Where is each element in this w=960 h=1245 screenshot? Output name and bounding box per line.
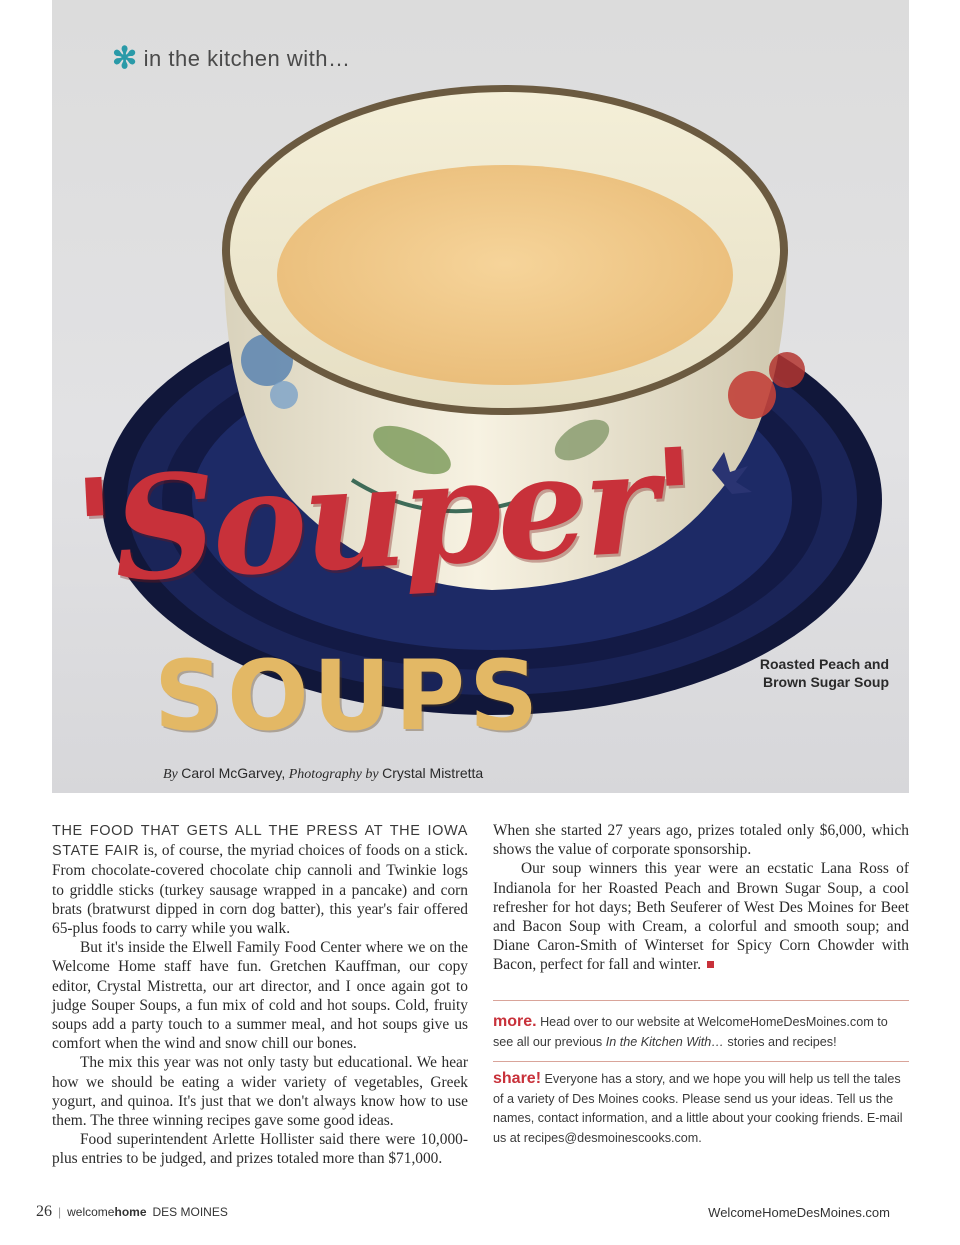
byline-photography-by: Photography by xyxy=(288,767,379,782)
brand-welcome: welcome xyxy=(67,1205,115,1219)
lead-caps: THE FOOD THAT GETS ALL THE PRESS AT THE IOWA STATE FAIR xyxy=(52,823,468,860)
share-keyword: share! xyxy=(493,1070,542,1087)
series-label-text: in the kitchen with… xyxy=(143,46,351,71)
brand-name xyxy=(67,1205,146,1219)
more-box xyxy=(493,1012,909,1052)
article-paragraph: The mix this year was not only tasty but educational. We hear how we should be eating a wider variety of vegetables, Greek yogurt, and quinoa. It's just that we don't always know how to use them. The three winning recipes gave some good ideas. xyxy=(52,1054,468,1130)
article-paragraph: But it's inside the Elwell Family Food Center where we on the Welcome Home staff have fun. Gretchen Kauffman, our copy editor, Crystal Mistretta, our art director, and I once again got to judge Souper Soups, a fun mix of cold and hot soups. Cold, fruity soups add a party touch to a summer meal, and hot soups give us comfort when the wind and snow chill our bones. xyxy=(52,939,468,1053)
title-line-souper: 'Souper' xyxy=(70,417,698,616)
footer-separator: | xyxy=(58,1205,62,1219)
footer-website: WelcomeHomeDesMoines.com xyxy=(708,1205,890,1220)
photo-caption: Roasted Peach and Brown Sugar Soup xyxy=(759,656,889,690)
page-number: 26 xyxy=(36,1203,52,1220)
more-italic: In the Kitchen With… xyxy=(605,1034,724,1049)
title-line-soups: SOUPS xyxy=(154,640,543,752)
share-box xyxy=(493,1069,909,1148)
article-right-column xyxy=(493,821,909,975)
article-paragraph: Food superintendent Arlette Hollister said there were 10,000-plus entries to be judged, and prizes totaled more than $71,000. xyxy=(52,1131,468,1168)
footer-folio xyxy=(36,1203,228,1221)
divider-rule xyxy=(493,1000,909,1001)
more-text: Head over to our website at WelcomeHomeDesMoines.com to see all our previous xyxy=(493,1015,888,1049)
article-paragraph: When she started 27 years ago, prizes totaled only $6,000, which shows the value of corporate sponsorship. xyxy=(493,822,909,859)
series-label xyxy=(112,44,351,74)
byline-author: Carol McGarvey, xyxy=(181,765,286,781)
brand-city: DES MOINES xyxy=(152,1205,228,1219)
paragraph-text: is, of course, the myriad choices of foods on a stick. From chocolate-covered chocolate chip cannoli and Twinkie logs to griddle sticks (turkey sausage wrapped in a pancake) and corn brats (bratwurst dipped in corn dog batter), this year's fair offered 65-plus foods to carry while you walk. xyxy=(52,842,468,938)
article-paragraph xyxy=(493,859,909,974)
byline-photographer: Crystal Mistretta xyxy=(382,765,484,781)
end-mark-icon xyxy=(707,961,714,968)
byline xyxy=(163,765,483,783)
more-text-after: stories and recipes! xyxy=(723,1034,837,1049)
article-left-column xyxy=(52,821,468,1169)
more-keyword: more. xyxy=(493,1013,537,1030)
share-text: Everyone has a story, and we hope you will help us tell the tales of a variety of Des Moines cooks. Please send us your ideas. Tell us the names, contact information, and a little about your cooking friends. E-mail us at recipes@desmoinescooks.com. xyxy=(493,1072,903,1145)
asterisk-icon: ✻ xyxy=(112,42,138,75)
brand-home: home xyxy=(114,1205,147,1219)
divider-rule xyxy=(493,1061,909,1062)
article-paragraph xyxy=(52,821,468,938)
byline-by: By xyxy=(163,767,178,782)
paragraph-text: Our soup winners this year were an ecstatic Lana Ross of Indianola for her Roasted Peach and Brown Sugar Soup, a cool refresher for hot days; Beth Seuferer of West Des Moines for Beet and Bacon Soup with Cream, a colorful and smooth soup; and Diane Caron-Smith of Winterset for Spicy Corn Chowder with Bacon, perfect for fall and winter. xyxy=(493,860,909,974)
